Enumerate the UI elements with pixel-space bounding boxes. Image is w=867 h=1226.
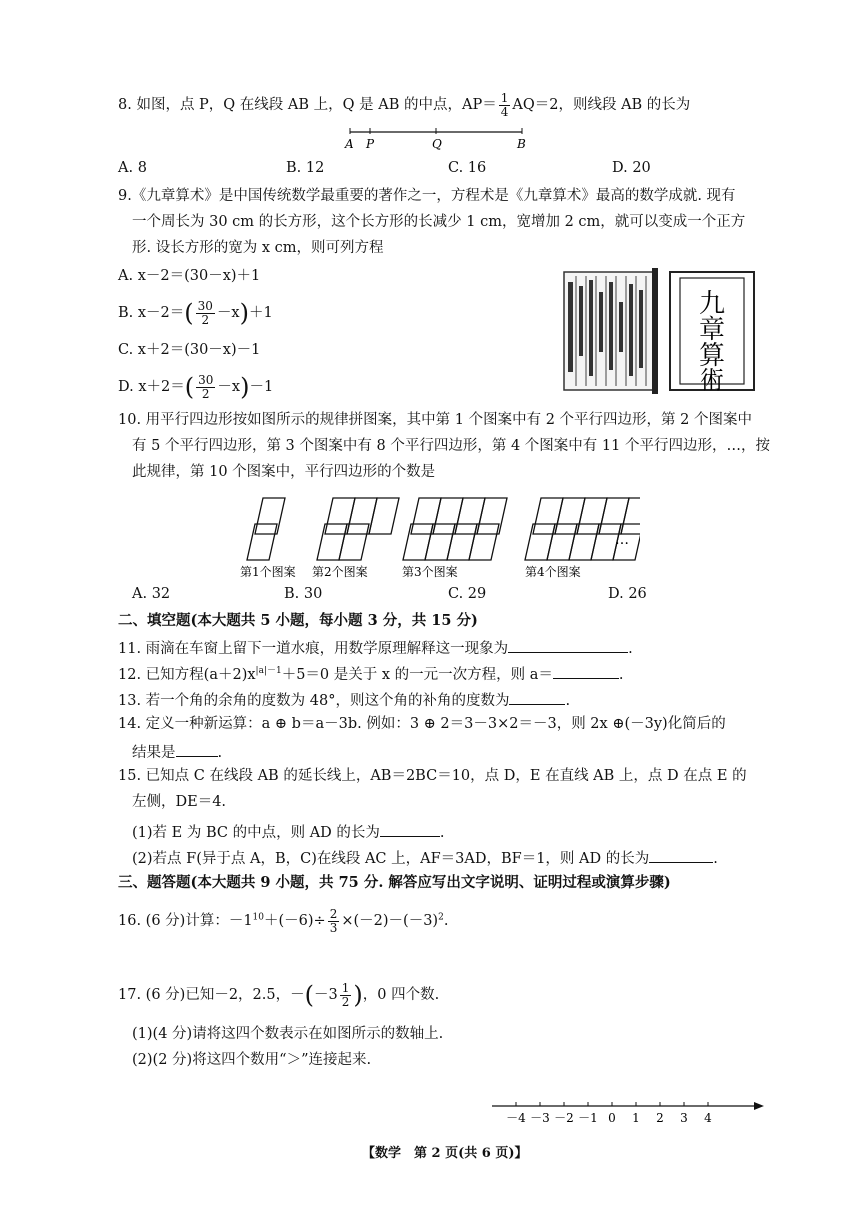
parallelogram-p4-top-5 (621, 498, 640, 534)
q9-option-b-fraction (196, 300, 215, 326)
parallelogram-p2-bottom-2 (339, 524, 369, 560)
number-line-tick-label: －1 (578, 1111, 598, 1125)
q8-option-b: B. 12 (286, 160, 325, 176)
number-line-tick-label: 1 (632, 1111, 640, 1125)
number-line-tick-label: －4 (506, 1111, 526, 1125)
q17-frac-den: 2 (341, 994, 350, 1009)
q10-parallelogram-patterns (240, 488, 640, 583)
label-a: A (345, 137, 354, 151)
q8-stem-part-b: AQ＝2，则线段 AB 的长为 (512, 97, 691, 114)
q15-sub1-text: (1)若 E 为 BC 的中点，则 AD 的长为 (132, 825, 380, 841)
q15-line1: 15. 已知点 C 在线段 AB 的延长线上，AB＝2BC＝10，点 D，E 在直线 AB 上，点 D 在点 E 的 (118, 768, 747, 784)
q10-option-a: A. 32 (132, 586, 171, 602)
book-title-char-4: 術 (700, 366, 724, 394)
q9-option-d-rparen: ) (240, 373, 250, 402)
book-title-char-2: 章 (698, 315, 726, 345)
q9-option-b-lparen: ( (184, 299, 194, 328)
q9-option-d-lparen: ( (184, 373, 195, 402)
q12-answer-blank[interactable] (553, 664, 619, 679)
q17-fraction (340, 982, 352, 1008)
q15-sub2-text: (2)若点 F(异于点 A，B，C)在线段 AC 上，AF＝3AD，BF＝1，则 AD 的长为 (132, 851, 650, 867)
q17-text-c: ，0 四个数. (362, 987, 440, 1004)
q17-sub1: (1)(4 分)请将这四个数表示在如图所示的数轴上. (132, 1026, 444, 1042)
q13 (118, 690, 570, 710)
q14-period: . (217, 745, 223, 761)
q9-option-b-lhs: B. x－2＝ (118, 305, 185, 322)
q9-option-c: C. x＋2＝(30－x)－1 (118, 342, 261, 358)
q16-text-d: . (443, 913, 449, 930)
q15-sub2-period: . (713, 851, 718, 867)
q16 (118, 908, 448, 934)
section-3-heading: 三、题答题(本大题共 9 小题，共 75 分. 解答应写出文字说明、证明过程或演算步骤) (118, 874, 671, 891)
q14-answer-blank[interactable] (176, 742, 218, 757)
q8-stem (118, 92, 690, 118)
q15-sub1 (132, 822, 445, 842)
q9-option-d (118, 374, 273, 400)
q9-line2: 一个周长为 30 cm 的长方形，这个长方形的长减少 1 cm，宽增加 2 cm，就可以变成一个正方 (132, 214, 746, 230)
q9d-frac-den: 2 (201, 386, 210, 401)
q8-option-c: C. 16 (448, 160, 487, 176)
q16-text-c: ×(－2)－(－3) (341, 913, 439, 930)
q8-segment-figure (335, 122, 535, 152)
pattern-caption-3: 第3个图案 (402, 565, 458, 579)
q15-sub2 (132, 848, 718, 868)
q16-text-b: ＋(－6)÷ (264, 913, 326, 930)
q9d-frac-num: 30 (198, 373, 214, 387)
q9-line3: 形. 设长方形的宽为 x cm，则可列方程 (132, 240, 384, 256)
q17-text-a: 17. (6 分)已知－2，2.5，－ (118, 987, 305, 1004)
q8-stem-part-a: 8. 如图，点 P，Q 在线段 AB 上，Q 是 AB 的中点，AP＝ (118, 97, 497, 114)
label-p: P (366, 137, 375, 151)
q14-line1: 14. 定义一种新运算：a ⊕ b＝a－3b. 例如：3 ⊕ 2＝3－3×2＝－3，则 2x ⊕(－3y)化简后的 (118, 716, 726, 732)
q17-frac-num: 1 (341, 981, 350, 995)
q9b-frac-num: 30 (197, 299, 213, 313)
pattern-ellipsis: … (615, 532, 629, 548)
book-title-char-3: 算 (698, 341, 726, 371)
q16-exponent-2: 2 (438, 912, 444, 923)
q9-option-b-tail: ＋1 (249, 305, 273, 322)
parallelogram-p3-top-4 (477, 498, 507, 534)
q9-option-b (118, 300, 273, 326)
number-line-arrow-icon (754, 1102, 764, 1110)
book-spine (652, 268, 658, 394)
q9-option-a: A. x－2＝(30－x)＋1 (118, 268, 261, 284)
q13-period: . (565, 693, 571, 709)
label-q: Q (432, 137, 442, 151)
q9-option-d-fraction (196, 374, 215, 400)
parallelogram-p1-top-1 (255, 498, 285, 534)
book-title-char-1: 九 (698, 289, 726, 319)
q12-text-a: 12. 已知方程(a＋2)x (118, 667, 256, 683)
q13-answer-blank[interactable] (509, 690, 565, 705)
q16-fraction (328, 908, 340, 934)
q10-line2: 有 5 个平行四边形，第 3 个图案中有 8 个平行四边形，第 4 个图案中有 11 个平行四边形，…，按 (132, 438, 770, 454)
q10-line3: 此规律，第 10 个图案中，平行四边形的个数是 (132, 464, 436, 480)
q10-option-d: D. 26 (608, 586, 647, 602)
number-line-tick-label: 3 (680, 1111, 688, 1125)
number-line-tick-label: 0 (608, 1111, 616, 1125)
q12-period: . (618, 667, 624, 683)
q16-exponent-1: 10 (252, 912, 264, 923)
q10-option-c: C. 29 (448, 586, 487, 602)
q8-option-d: D. 20 (612, 160, 651, 176)
q8-fraction (499, 92, 511, 118)
q9-option-b-mid: －x (216, 305, 240, 322)
q9-option-d-mid: －x (217, 379, 241, 396)
q15-sub2-answer-blank[interactable] (649, 848, 713, 863)
q10-line1: 10. 用平行四边形按如图所示的规律拼图案，其中第 1 个图案中有 2 个平行四边形，第 2 个图案中 (118, 412, 752, 428)
q13-text: 13. 若一个角的余角的度数为 48°，则这个角的补角的度数为 (118, 693, 510, 709)
q8-frac-num: 1 (500, 91, 509, 105)
parallelogram-p3-bottom-4 (469, 524, 499, 560)
q9-option-b-rparen: ) (239, 299, 249, 328)
jiuzhang-book-image (562, 262, 762, 402)
q17 (118, 982, 439, 1008)
page-footer: 【数学 第 2 页(共 6 页)】 (362, 1146, 528, 1161)
q11-answer-blank[interactable] (508, 638, 628, 653)
q15-sub1-period: . (439, 825, 445, 841)
parallelogram-p2-top-3 (369, 498, 399, 534)
q15-sub1-answer-blank[interactable] (380, 822, 440, 837)
q14-line2 (132, 742, 222, 762)
pattern-caption-4: 第4个图案 (525, 565, 581, 579)
q12-exponent: |a|－1 (255, 666, 282, 677)
q17-text-b: －3 (313, 987, 338, 1004)
q9-line1: 9.《九章算术》是中国传统数学最重要的著作之一，方程术是《九章算术》最高的数学成就. 现有 (118, 188, 736, 204)
section-2-heading: 二、填空题(本大题共 5 小题，每小题 3 分，共 15 分) (118, 612, 478, 629)
q9-option-d-lhs: D. x＋2＝ (118, 379, 185, 396)
q9b-frac-den: 2 (201, 312, 210, 327)
q17-lparen: ( (304, 981, 314, 1010)
number-line-tick-label: 2 (656, 1111, 664, 1125)
number-line-tick-label: －2 (554, 1111, 574, 1125)
q16-frac-num: 2 (329, 907, 338, 921)
q11-text: 11. 雨滴在车窗上留下一道水痕，用数学原理解释这一现象为 (118, 641, 509, 657)
q16-frac-den: 3 (329, 920, 338, 935)
q9-option-d-tail: －1 (249, 379, 274, 396)
q12 (118, 664, 624, 684)
parallelogram-p1-bottom-1 (247, 524, 277, 560)
q10-option-b: B. 30 (284, 586, 323, 602)
q14-text: 结果是 (132, 745, 176, 761)
q8-frac-den: 4 (500, 104, 509, 119)
q11-period: . (628, 641, 633, 657)
q16-text-a: 16. (6 分)计算：－1 (118, 913, 253, 930)
label-b: B (517, 137, 526, 151)
number-line-tick-label: －3 (530, 1111, 550, 1125)
pattern-caption-2: 第2个图案 (312, 565, 368, 579)
q15-line2: 左侧，DE＝4. (132, 794, 227, 810)
q12-text-b: ＋5＝0 是关于 x 的一元一次方程，则 a＝ (281, 667, 553, 683)
q8-option-a: A. 8 (118, 160, 147, 176)
q17-sub2: (2)(2 分)将这四个数用“＞”连接起来. (132, 1052, 372, 1068)
q17-rparen: ) (353, 981, 363, 1010)
pattern-caption-1: 第1个图案 (240, 565, 296, 579)
number-line (488, 1096, 768, 1130)
q11 (118, 638, 633, 658)
number-line-tick-label: 4 (704, 1111, 712, 1125)
